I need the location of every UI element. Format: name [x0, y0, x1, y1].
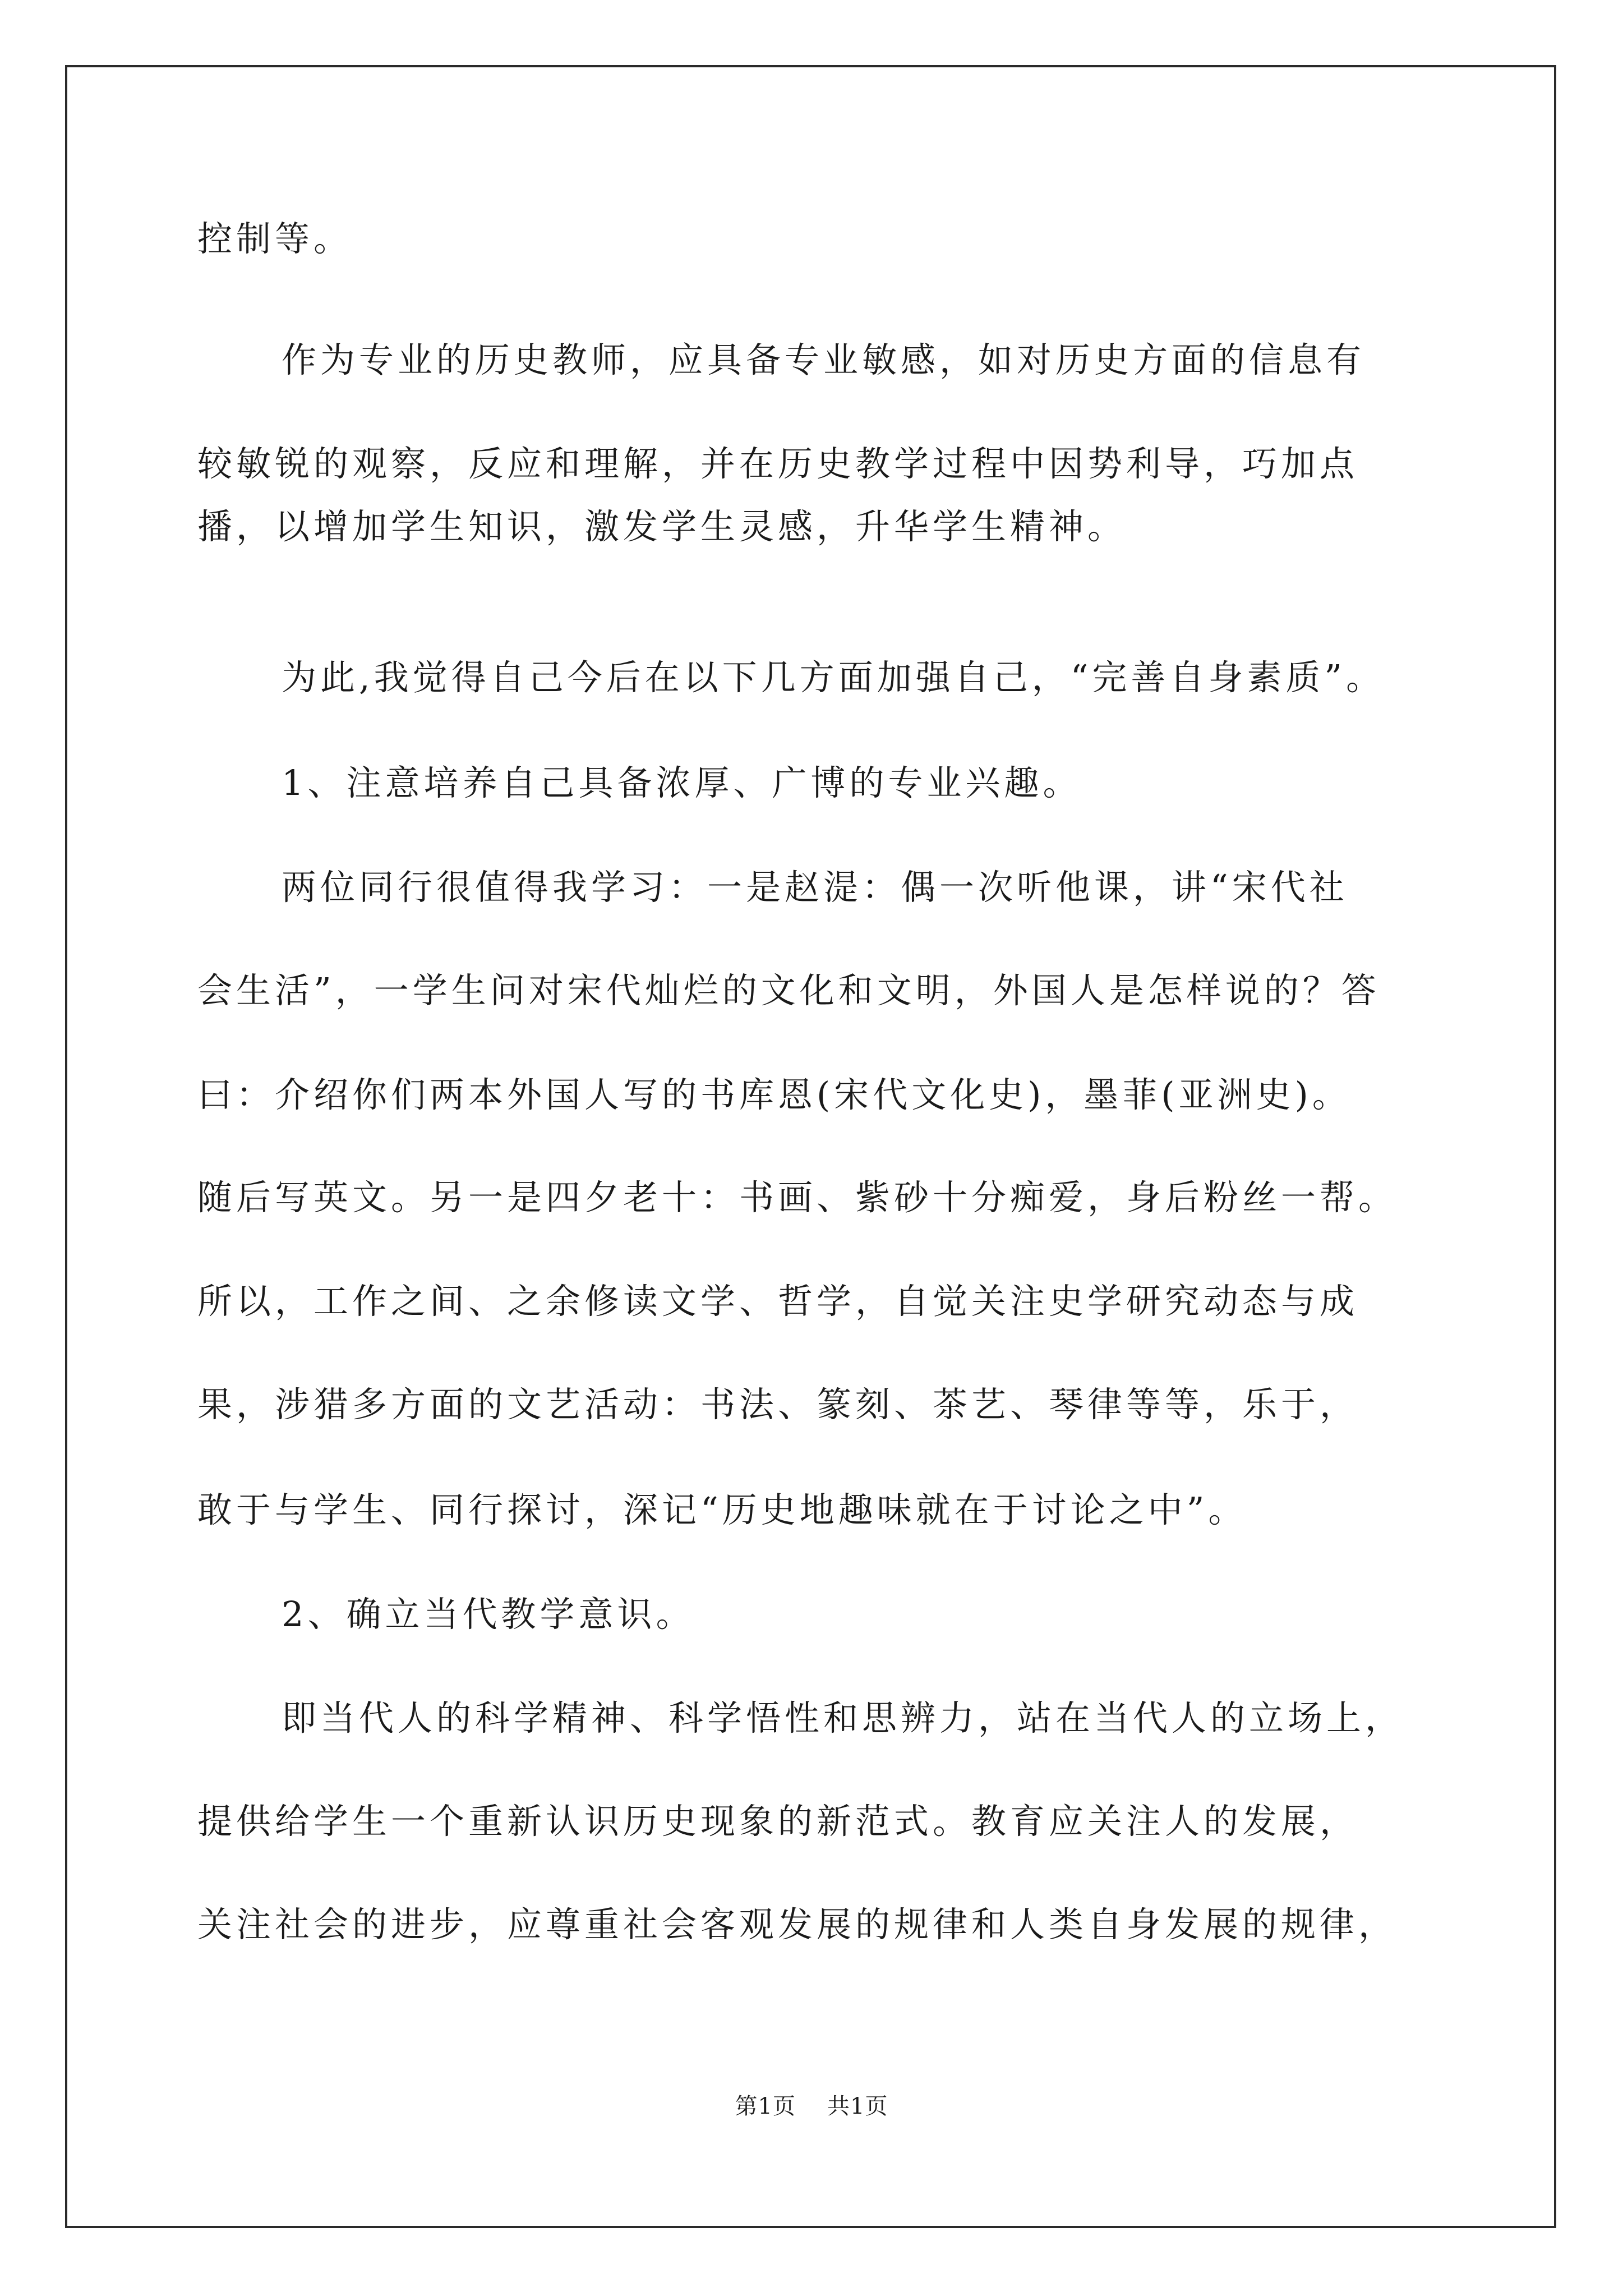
text-line: 作为专业的历史教师，应具备专业敏感，如对历史方面的信息有: [282, 339, 1366, 380]
text-line: 1、注意培养自己具备浓厚、广博的专业兴趣。: [282, 762, 1082, 803]
page-footer: [0, 2092, 1623, 2120]
page-total: 共1页: [827, 2093, 888, 2119]
text-line: 曰：介绍你们两本外国人写的书库恩(宋代文化史)，墨菲(亚洲史)。: [197, 1074, 1351, 1115]
text-line: 较敏锐的观察，反应和理解，并在历史教学过程中因势利导，巧加点: [197, 443, 1359, 484]
text-line: 播，以增加学生知识，激发学生灵感，升华学生精神。: [197, 506, 1127, 547]
text-line: 随后写英文。另一是四夕老十：书画、紫砂十分痴爱，身后粉丝一帮。: [197, 1177, 1398, 1218]
text-line: 控制等。: [197, 218, 353, 259]
text-line: 提供给学生一个重新认识历史现象的新范式。教育应关注人的发展，: [197, 1801, 1359, 1842]
page-number: 第1页: [735, 2093, 796, 2119]
text-line: 果，涉猎多方面的文艺活动：书法、篆刻、茶艺、琴律等等，乐于，: [197, 1384, 1359, 1425]
text-line: 2、确立当代教学意识。: [282, 1594, 695, 1635]
text-line: 关注社会的进步，应尊重社会客观发展的规律和人类自身发展的规律，: [197, 1904, 1398, 1945]
text-line: 为此,我觉得自己今后在以下几方面加强自己，“完善自身素质”。: [282, 657, 1385, 698]
text-line: 会生活”，一学生问对宋代灿烂的文化和文明，外国人是怎样说的？答: [197, 970, 1380, 1011]
text-line: 即当代人的科学精神、科学悟性和思辨力，站在当代人的立场上，: [282, 1697, 1404, 1738]
text-line: 所以，工作之间、之余修读文学、哲学，自觉关注史学研究动态与成: [197, 1281, 1359, 1322]
text-line: 两位同行很值得我学习：一是赵湜：偶一次听他课，讲“宋代社: [282, 867, 1348, 908]
text-line: 敢于与学生、同行探讨，深记“历史地趣味就在于讨论之中”。: [197, 1489, 1247, 1530]
